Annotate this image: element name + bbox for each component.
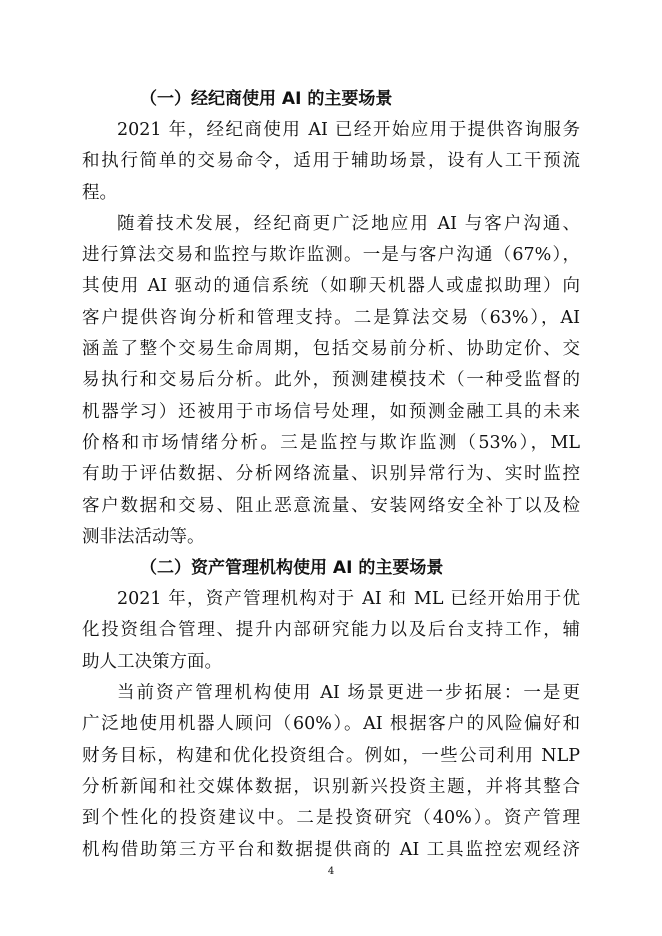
section-heading-asset-managers: （二）资产管理机构使用 AI 的主要场景 (140, 558, 444, 579)
text-line: 化投资组合管理、提升内部研究能力以及后台支持工作，辅 (82, 620, 580, 641)
text-line: 有助于评估数据、分析网络流量、识别异常行为、实时监控 (82, 464, 580, 485)
paragraph-brokers-current (82, 209, 580, 553)
text-line: 和执行简单的交易命令，适用于辅助场景，设有人工干预流 (82, 151, 580, 172)
paragraph-brokers-2021 (82, 115, 580, 209)
paragraph-asset-managers-current (82, 678, 580, 866)
text-line: 程。 (82, 182, 117, 203)
section-heading-brokers: （一）经纪商使用 AI 的主要场景 (140, 89, 393, 109)
text-line: 随着技术发展，经纪商更广泛地应用 AI 与客户沟通、 (117, 213, 580, 234)
text-line: 分析新闻和社交媒体数据，识别新兴投资主题，并将其整合 (82, 776, 580, 797)
text-line: 机构借助第三方平台和数据提供商的 AI 工具监控宏观经济 (82, 839, 580, 860)
text-line: 机器学习）还被用于市场信号处理，如预测金融工具的未来 (82, 401, 580, 422)
text-line: 当前资产管理机构使用 AI 场景更进一步拓展：一是更 (117, 683, 580, 704)
page-body (82, 84, 580, 866)
text-line: 价格和市场情绪分析。三是监控与欺诈监测（53%），ML (82, 432, 580, 453)
text-line: 测非法活动等。 (82, 526, 205, 547)
text-line: 客户提供咨询分析和管理支持。二是算法交易（63%），AI (82, 307, 580, 328)
text-line: 到个性化的投资建议中。二是投资研究（40%）。资产管理 (82, 808, 580, 829)
text-line: 易执行和交易后分析。此外，预测建模技术（一种受监督的 (82, 370, 580, 391)
text-line: 客户数据和交易、阻止恶意流量、安装网络安全补丁以及检 (82, 495, 580, 516)
page-number: 4 (327, 866, 335, 877)
text-line: 广泛地使用机器人顾问（60%）。AI 根据客户的风险偏好和 (82, 714, 580, 735)
text-line: 助人工决策方面。 (82, 651, 222, 672)
text-line: 涵盖了整个交易生命周期，包括交易前分析、协助定价、交 (82, 339, 580, 360)
text-line: 其使用 AI 驱动的通信系统（如聊天机器人或虚拟助理）向 (82, 276, 580, 297)
text-line: 2021 年，资产管理机构对于 AI 和 ML 已经开始用于优 (117, 589, 580, 610)
paragraph-asset-managers-2021 (82, 584, 580, 678)
text-line: 2021 年，经纪商使用 AI 已经开始应用于提供咨询服务 (117, 120, 580, 140)
text-line: 财务目标，构建和优化投资组合。例如，一些公司利用 NLP (82, 745, 580, 766)
text-line: 进行算法交易和监控与欺诈监测。一是与客户沟通（67%）， (82, 245, 580, 266)
